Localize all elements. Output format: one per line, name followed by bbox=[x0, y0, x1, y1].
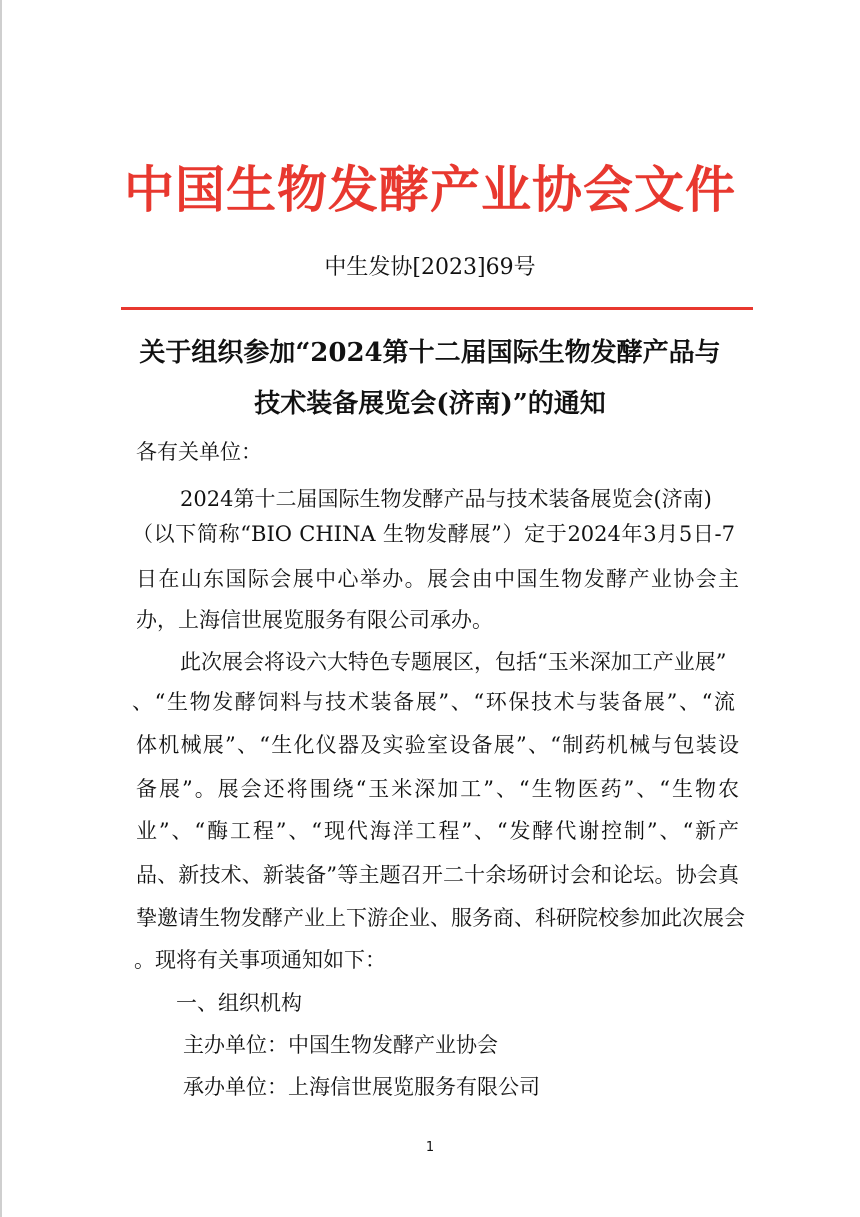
paragraph1-line: 2024第十二届国际生物发酵产品与技术装备展览会(济南) bbox=[180, 487, 712, 511]
notice-title-line-1: 关于组织参加“2024第十二届国际生物发酵产品与 bbox=[139, 338, 721, 368]
page-number: 1 bbox=[425, 1140, 435, 1155]
paragraph2-line: 体机械展”、“生化仪器及实验室设备展”、“制药机械与包装设 bbox=[136, 733, 739, 757]
red-divider bbox=[121, 307, 753, 310]
paragraph1-line: 日在山东国际会展中心举办。展会由中国生物发酵产业协会主 bbox=[136, 567, 739, 591]
paragraph2-line: 。现将有关事项通知如下： bbox=[134, 948, 386, 972]
paragraph2-line: 业”、“酶工程”、“现代海洋工程”、“发酵代谢控制”、“新产 bbox=[136, 819, 739, 843]
doc-number: 中生发协[2023]69号 bbox=[324, 255, 536, 280]
paragraph1-line: （以下简称“BIO CHINA 生物发酵展”）定于2024年3月5日-7 bbox=[132, 522, 735, 546]
paragraph1-line: 办，上海信世展览服务有限公司承办。 bbox=[136, 608, 493, 632]
org-header-title: 中国生物发酵产业协会文件 bbox=[124, 160, 736, 219]
paragraph2-line: 挚邀请生物发酵产业上下游企业、服务商、科研院校参加此次展会 bbox=[136, 906, 745, 930]
organizer-unit: 承办单位：上海信世展览服务有限公司 bbox=[183, 1075, 540, 1099]
section1-heading: 一、组织机构 bbox=[176, 991, 302, 1015]
paragraph2-line: 品、新技术、新装备”等主题召开二十余场研讨会和论坛。协会真 bbox=[136, 863, 739, 887]
host-unit: 主办单位：中国生物发酵产业协会 bbox=[183, 1033, 498, 1057]
paragraph2-line: 此次展会将设六大特色专题展区，包括“玉米深加工产业展” bbox=[180, 650, 727, 674]
salutation: 各有关单位： bbox=[136, 440, 262, 464]
paragraph2-line: 备展”。展会还将围绕“玉米深加工”、“生物医药”、“生物农 bbox=[136, 777, 739, 801]
notice-title-line-2: 技术装备展览会(济南)”的通知 bbox=[254, 389, 606, 419]
paragraph2-line: 、“生物发酵饲料与技术装备展”、“环保技术与装备展”、“流 bbox=[132, 690, 735, 714]
